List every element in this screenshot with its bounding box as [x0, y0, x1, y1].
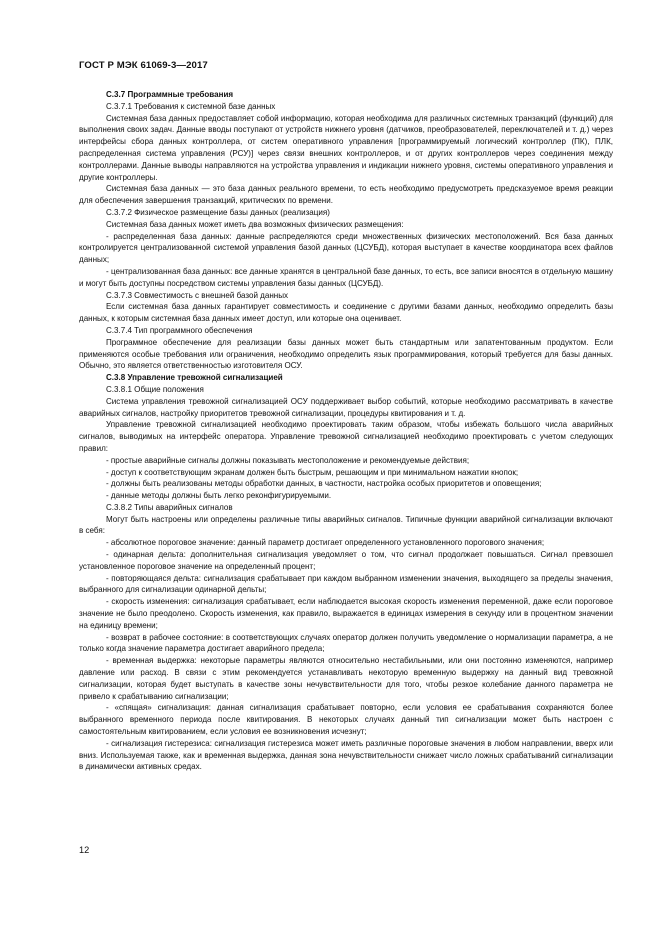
- paragraph: Программное обеспечение для реализации базы данных может быть стандартным или запатентованным продуктом. Если применяются особые требования или ограничения, необходимо определить язык программирования, который требуется для базы данных. Обычно, это является ответственностью изготовителя ОСУ.: [79, 337, 613, 371]
- document-header: ГОСТ Р МЭК 61069-3—2017: [79, 60, 208, 71]
- paragraph: Система управления тревожной сигнализацией ОСУ поддерживает выбор событий, которые необходимо рассматривать в качестве аварийных сигналов, настройку приоритетов тревожной сигнализации, процедуры квитирования и т. д.: [79, 396, 613, 418]
- paragraph: - одинарная дельта: дополнительная сигнализация уведомляет о том, что сигнал продолжает повышаться. Сигнал превзошел установленное пороговое значение на определенный процент;: [79, 550, 613, 571]
- paragraph: - возврат в рабочее состояние: в соответствующих случаях оператор должен получить уведомление о нормализации параметра, а не только когда значение параметра достигает аварийного предела;: [79, 632, 613, 654]
- paragraph: - повторяющаяся дельта: сигнализация срабатывает при каждом выбранном изменении значения, выходящего за пределы значения, выбранного для сигнализации одинарной дельты;: [79, 573, 613, 595]
- paragraph: - скорость изменения: сигнализация срабатывает, если наблюдается высокая скорость изменения переменной, даже если пороговое значение не было преодолено. Скорость изменения, как правило, выражается в единицах измерения в секунду или в процентном значении на единицу времени;: [79, 597, 613, 630]
- paragraph: - простые аварийные сигналы должны показывать местоположение и рекомендуемые действия;: [106, 455, 470, 465]
- section-heading: С.3.7 Программные требования: [106, 90, 234, 99]
- paragraph: Системная база данных может иметь два возможных физических размещения:: [106, 219, 404, 229]
- section-heading: С.3.8 Управление тревожной сигнализацией: [106, 373, 283, 383]
- paragraph: - распределенная база данных: данные распределяются среди множественных физических местоположений. Вся база данных контролируется централизованной системой управления базой данных (ЦСУБД), которая выступает в качестве координатора всех файлов данных;: [79, 231, 613, 265]
- paragraph: Если системная база данных гарантирует совместимость и соединение с другими базами данных, необходимо определить базы данных, к которым системная база данных имеет доступ, или которые она оценивает.: [79, 302, 613, 324]
- paragraph: С.3.7.3 Совместимость с внешней базой данных: [106, 290, 289, 300]
- paragraph: Системная база данных — это база данных реального времени, то есть необходимо предусмотреть предсказуемое время реакции для обеспечения завершения транзакций, критических по времени.: [79, 184, 613, 206]
- paragraph: С.3.8.1 Общие положения: [106, 384, 204, 394]
- paragraph: С.3.8.2 Типы аварийных сигналов: [106, 502, 233, 512]
- paragraph: - централизованная база данных: все данные хранятся в центральной базе данных, то есть, все записи вносятся в отдельную машину и могут быть доступны посредством системы управления базы данных (ЦСУБД).: [79, 266, 613, 288]
- paragraph: Системная база данных предоставляет собой информацию, которая необходима для различных системных транзакций (функций) для выполнения своих задач. Данные вводы поступают от устройств нижнего уровня (датчиков, преобразователей, переключателей и т. д.) через интерфейсы сбора данных контроллера, от систем оперативного управления [программируемый логический контроллер (ПК), ПЛК, распределенная система управления (РСУ)] через связи внешних контроллеров, и от других контроллеров через соединения между контроллерами. Данные выводы направляются на устройства управления и индикации нижнего уровня, системы оперативного управления и другие контроллеры.: [79, 113, 613, 182]
- paragraph: Могут быть настроены или определены различные типы аварийных сигналов. Типичные функции аварийной сигнализации включают в себя:: [79, 514, 613, 536]
- paragraph: - временная выдержка: некоторые параметры являются относительно нестабильными, или они постоянно изменяются, например давление или расход. В связи с этим рекомендуется устанавливать некоторую временную выдержку на данный вид тревожной сигнализации, которая будет выступать в качестве зоны нечувствительности для того, чтобы резкое колебание данного параметра не привело к срабатыванию сигнализации;: [79, 656, 613, 701]
- paragraph: С.3.7.4 Тип программного обеспечения: [106, 325, 253, 335]
- page-number: 12: [79, 845, 90, 855]
- paragraph: - сигнализация гистерезиса: сигнализация гистерезиса может иметь различные пороговые значения в любом направлении, вверх или вниз. Используемая также, как и временная выдержка, данная зона нечувствительности снижает число ложных срабатываний сигнализации в динамически активных средах.: [79, 738, 613, 772]
- paragraph: - абсолютное пороговое значение: данный параметр достигает определенного установленного порогового значения;: [106, 538, 545, 548]
- document-body: [79, 89, 613, 773]
- paragraph: С.3.7.1 Требования к системной базе данных: [106, 101, 276, 111]
- paragraph: Управление тревожной сигнализацией необходимо проектировать таким образом, чтобы избежать большого числа аварийных сигналов, выводимых на интерфейс оператора. Управление тревожной сигнализацией необходимо проектировать с учетом следующих правил:: [79, 420, 613, 453]
- paragraph: - «спящая» сигнализация: данная сигнализация срабатывает повторно, если условия ее срабатывания сохраняются более выбранного временного периода после квитирования. В некоторых случаях данный тип сигнализации может быть настроен с самостоятельным квитированием, если условия ее возникновения исчезнут;: [79, 703, 613, 737]
- paragraph: - данные методы должны быть легко реконфигурируемыми.: [106, 491, 332, 501]
- paragraph: - должны быть реализованы методы обработки данных, в частности, настройка особых приоритетов и оповещения;: [106, 479, 542, 489]
- paragraph: С.3.7.2 Физическое размещение базы данных (реализация): [106, 207, 330, 217]
- paragraph: - доступ к соответствующим экранам должен быть быстрым, решающим и при минимальном нажатии кнопок;: [106, 467, 519, 477]
